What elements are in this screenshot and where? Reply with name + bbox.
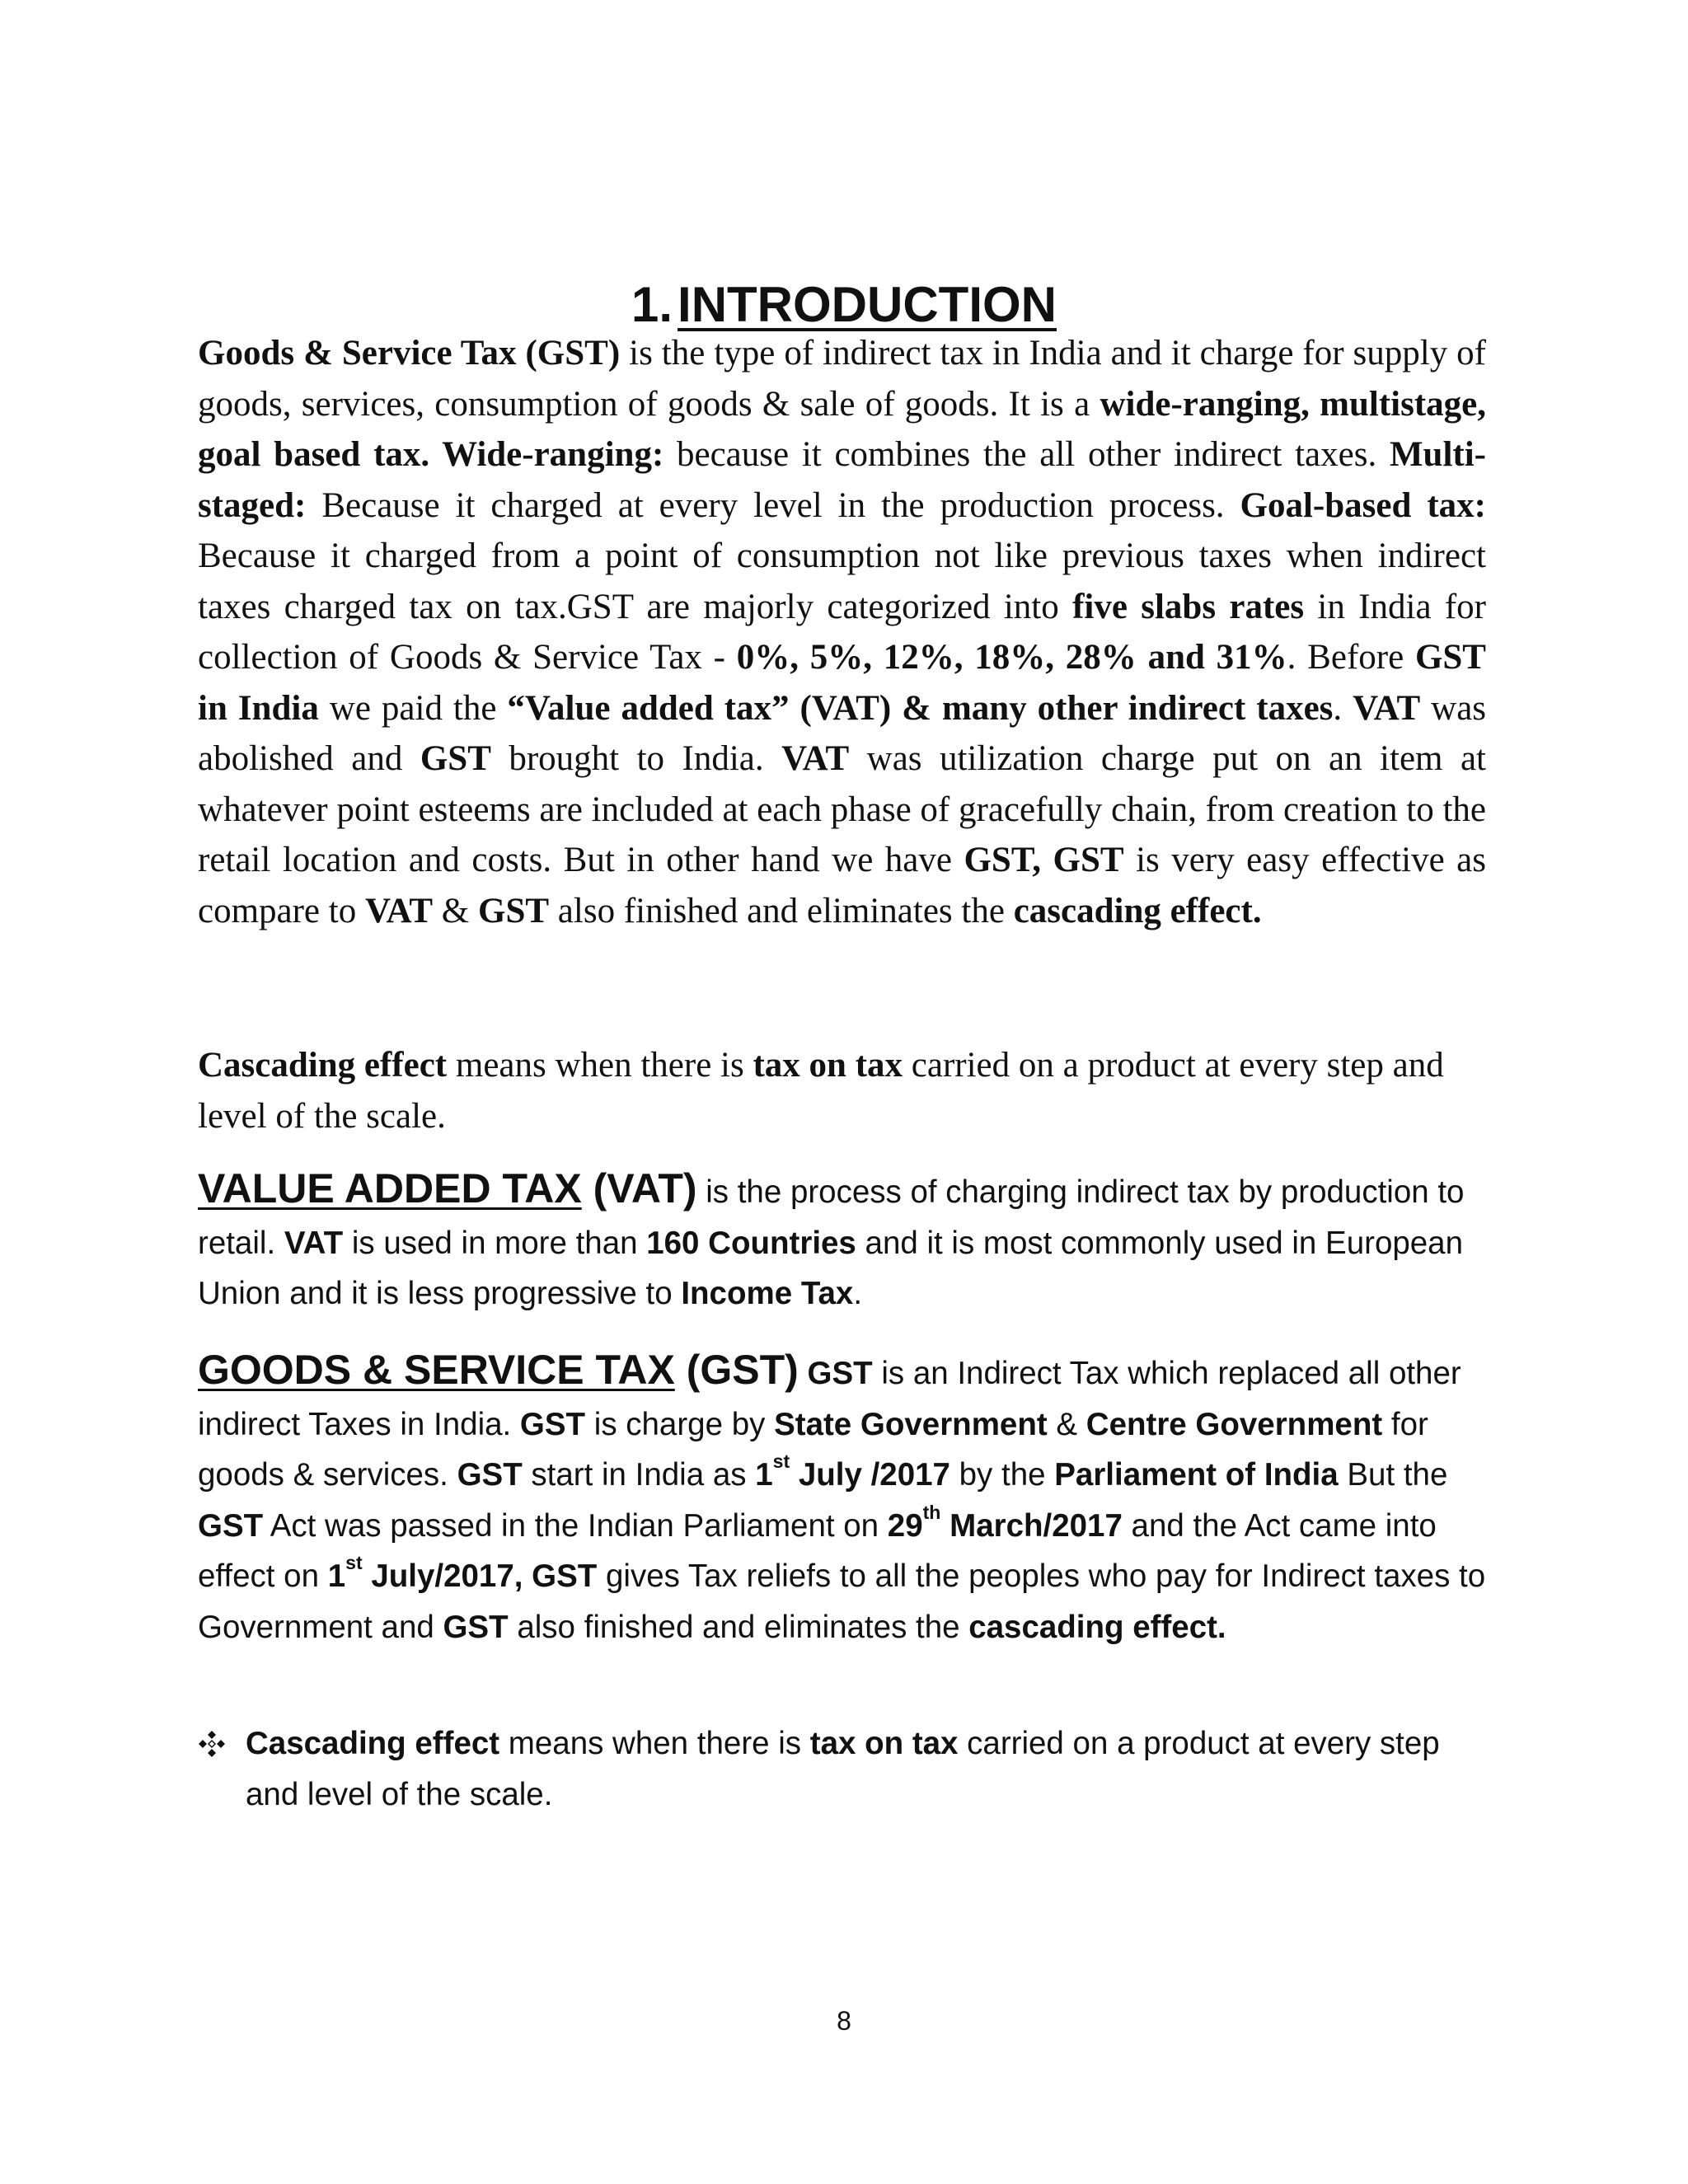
intro-paragraph: Goods & Service Tax (GST) is the type of indirect tax in India and it charge for supply of goods, services, consumption of goods & sale of goods. It is a wide-ranging, multistage, goal based tax. Wide-ranging: because it combines the all other indirect taxes. Multi-staged: Because it charged at every level in the production process. Goal-based tax: Because it charged from a point of consumption not like previous taxes when indirect taxes charged tax on tax.GST are majorly categorized into five slabs rates in India for collection of Goods & Service Tax - 0%, 5%, 12%, 18%, 28% and 31%. Before GST in India we paid the “Value added tax” (VAT) & many other indirect taxes. VAT was abolished and GST brought to India. VAT was utilization charge put on an item at whatever point esteems are included at each phase of gracefully chain, from creation to the retail location and costs. But in other hand we have GST, GST is very easy effective as compare to VAT & GST also finished and eliminates the cascading effect. <box>198 334 1487 930</box>
cascading-effect-paragraph: Cascading effect means when there is tax on tax carried on a product at every step and level of the scale. <box>198 1046 1444 1136</box>
section-title: INTRODUCTION <box>678 277 1057 332</box>
vat-heading: VALUE ADDED TAX (VAT) <box>198 1165 697 1212</box>
bullet-text: Cascading effect means when there is tax on tax carried on a product at every step and level of the scale. <box>246 1726 1440 1812</box>
four-diamond-bullet-icon <box>198 1730 226 1758</box>
page-number: 8 <box>837 2006 851 2036</box>
section-number: 1. <box>631 277 673 332</box>
vat-paragraph: VALUE ADDED TAX (VAT) is the process of charging indirect tax by production to retail. VAT is used in more than 160 Countries and it is most commonly used in European Union and it is less progressive to Income Tax. <box>198 1165 1465 1311</box>
bullet-list-item <box>198 1718 1488 1820</box>
gst-paragraph: GOODS & SERVICE TAX (GST) GST is an Indirect Tax which replaced all other indirect Taxes in India. GST is charge by State Government & Centre Government for goods & services. GST start in India as 1st July /2017 by the Parliament of India But the GST Act was passed in the Indian Parliament on 29th March/2017 and the Act came into effect on 1st July/2017, GST gives Tax reliefs to all the peoples who pay for Indirect taxes to Government and GST also finished and eliminates the cascading effect. <box>198 1347 1486 1645</box>
gst-heading: GOODS & SERVICE TAX (GST) <box>198 1347 799 1393</box>
